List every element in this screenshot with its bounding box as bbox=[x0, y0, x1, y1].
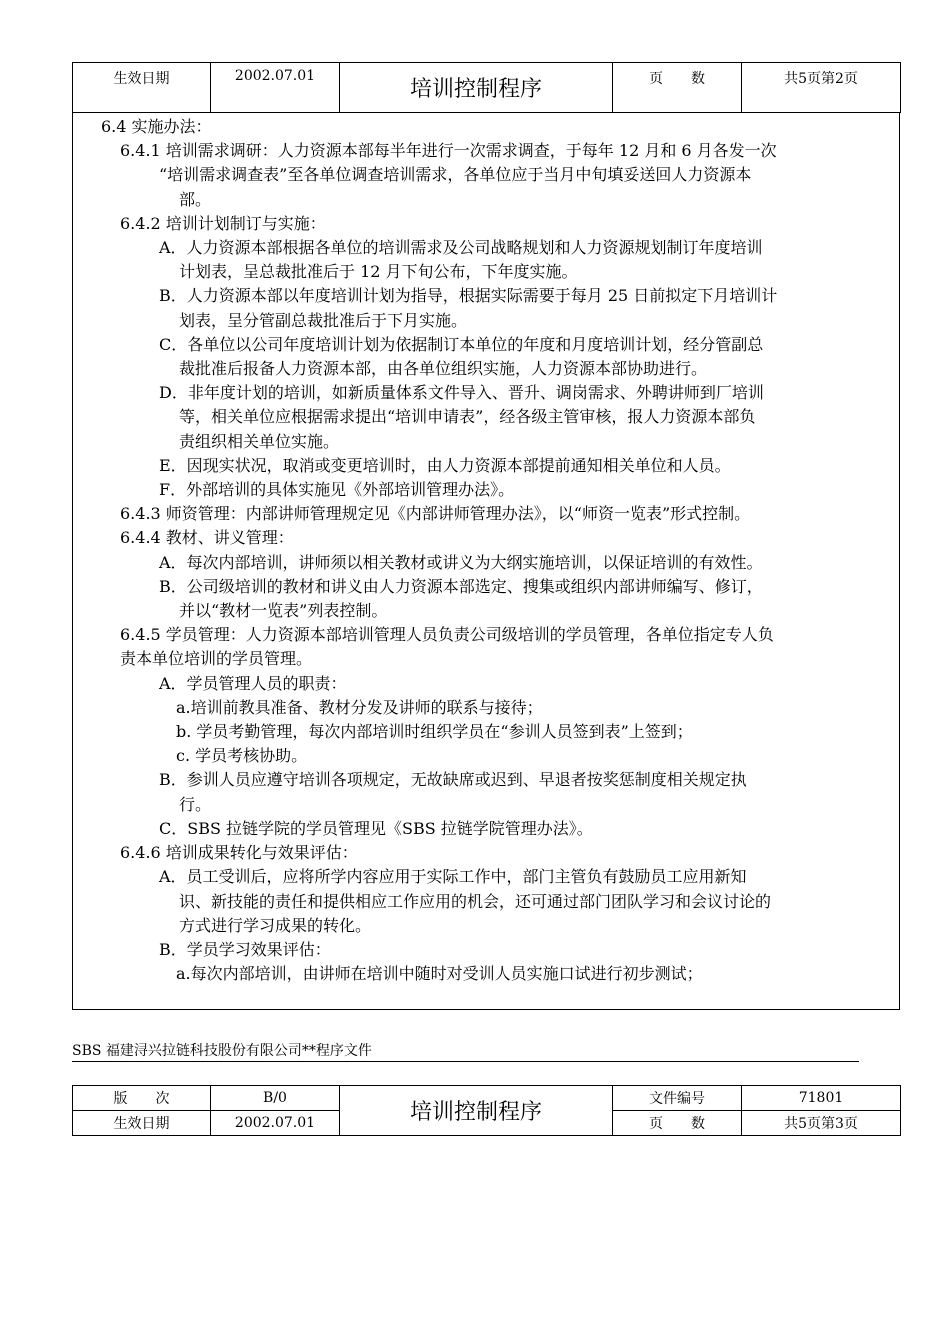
content-body bbox=[73, 115, 899, 986]
text-line: 等，相关单位应根据需求提出“培训申请表”，经各级主管审核，报人力资源本部负 bbox=[179, 407, 756, 427]
doc-no-label: 文件编号 bbox=[613, 1086, 742, 1111]
text-line: 识、新技能的责任和提供相应工作应用的机会，还可通过部门团队学习和会议讨论的 bbox=[179, 891, 772, 911]
text-line: A．员工受训后，应将所学内容应用于实际工作中，部门主管负有鼓励员工应用新知 bbox=[159, 867, 747, 887]
text-line: 6.4.5 学员管理：人力资源本部培训管理人员负责公司级培训的学员管理，各单位指定专人负 bbox=[120, 625, 774, 645]
text-line: 6.4 实施办法： bbox=[101, 117, 212, 136]
document-title-bottom: 培训控制程序 bbox=[340, 1086, 613, 1136]
text-line: E．因现实状况，取消或变更培训时，由人力资源本部提前通知相关单位和人员。 bbox=[159, 455, 731, 475]
text-line: 裁批准后报备人力资源本部，由各单位组织实施，人力资源本部协助进行。 bbox=[179, 359, 708, 379]
text-line: F．外部培训的具体实施见《外部培训管理办法》。 bbox=[159, 480, 515, 500]
text-line: A．学员管理人员的职责： bbox=[159, 673, 347, 693]
text-line: B．学员学习效果评估： bbox=[159, 939, 331, 959]
text-line: D．非年度计划的培训，如新质量体系文件导入、晋升、调岗需求、外聘讲师到厂培训 bbox=[159, 383, 764, 403]
text-line: C．各单位以公司年度培训计划为依据制订本单位的年度和月度培训计划，经分管副总 bbox=[159, 334, 764, 354]
text-line: 方式进行学习成果的转化。 bbox=[179, 915, 372, 935]
company-footer: SBS 福建浔兴拉链科技股份有限公司**程序文件 bbox=[72, 1040, 859, 1062]
text-line: 6.4.1 培训需求调研：人力资源本部每半年进行一次需求调查，于每年 12 月和 6 月各发一次 bbox=[120, 141, 777, 161]
text-line: C．SBS 拉链学院的学员管理见《SBS 拉链学院管理办法》。 bbox=[159, 818, 593, 838]
text-line: 责组织相关单位实施。 bbox=[179, 431, 340, 451]
text-line: A．每次内部培训，讲师须以相关教材或讲义为大纲实施培训，以保证培训的有效性。 bbox=[159, 552, 763, 572]
text-line: 责本单位培训的学员管理。 bbox=[120, 649, 313, 669]
version-value: B/0 bbox=[211, 1086, 340, 1111]
text-line: 6.4.2 培训计划制订与实施： bbox=[120, 213, 326, 233]
header-table-bottom bbox=[72, 1085, 901, 1136]
text-line: 划表，呈分管副总裁批准后于下月实施。 bbox=[179, 310, 468, 330]
text-line: 行。 bbox=[179, 794, 212, 814]
header-table-top bbox=[72, 62, 901, 113]
effective-date-label-bottom: 生效日期 bbox=[73, 1111, 211, 1136]
text-line: 6.4.4 教材、讲义管理： bbox=[120, 528, 294, 548]
text-line: c. 学员考核协助。 bbox=[176, 746, 308, 766]
text-line: 并以“教材一览表”列表控制。 bbox=[179, 601, 388, 621]
effective-date-value-bottom: 2002.07.01 bbox=[211, 1111, 340, 1136]
text-line: 6.4.3 师资管理：内部讲师管理规定见《内部讲师管理办法》，以“师资一览表”形式控制。 bbox=[120, 504, 751, 524]
text-line: “培训需求调查表”至各单位调查培训需求，各单位应于当月中旬填妥送回人力资源本 bbox=[159, 165, 752, 185]
version-label: 版 次 bbox=[73, 1086, 211, 1111]
pages-value-bottom: 共5页第3页 bbox=[742, 1111, 901, 1136]
text-line: 6.4.6 培训成果转化与效果评估： bbox=[120, 843, 358, 863]
effective-date-value: 2002.07.01 bbox=[211, 63, 340, 113]
doc-no-value: 71801 bbox=[742, 1086, 901, 1111]
text-line: A．人力资源本部根据各单位的培训需求及公司战略规划和人力资源规划制订年度培训 bbox=[159, 238, 763, 258]
pages-label: 页 数 bbox=[613, 63, 742, 113]
text-line: 部。 bbox=[179, 189, 212, 209]
effective-date-label: 生效日期 bbox=[73, 63, 211, 113]
text-line: B．参训人员应遵守培训各项规定，无故缺席或迟到、早退者按奖惩制度相关规定执 bbox=[159, 770, 747, 790]
text-line: 计划表，呈总裁批准后于 12 月下旬公布，下年度实施。 bbox=[179, 262, 578, 282]
text-line: b. 学员考勤管理，每次内部培训时组织学员在“参训人员签到表”上签到； bbox=[176, 722, 693, 742]
text-line: a.每次内部培训，由讲师在培训中随时对受训人员实施口试进行初步测试； bbox=[176, 964, 703, 984]
pages-value: 共5页第2页 bbox=[742, 63, 901, 113]
document-title: 培训控制程序 bbox=[340, 63, 613, 113]
pages-label-bottom: 页 数 bbox=[613, 1111, 742, 1136]
text-line: B．公司级培训的教材和讲义由人力资源本部选定、搜集或组织内部讲师编写、修订， bbox=[159, 576, 763, 596]
content-box bbox=[72, 112, 900, 1010]
text-line: B．人力资源本部以年度培训计划为指导，根据实际需要于每月 25 日前拟定下月培训计 bbox=[159, 286, 778, 306]
text-line: a.培训前教具准备、教材分发及讲师的联系与接待； bbox=[176, 697, 543, 717]
